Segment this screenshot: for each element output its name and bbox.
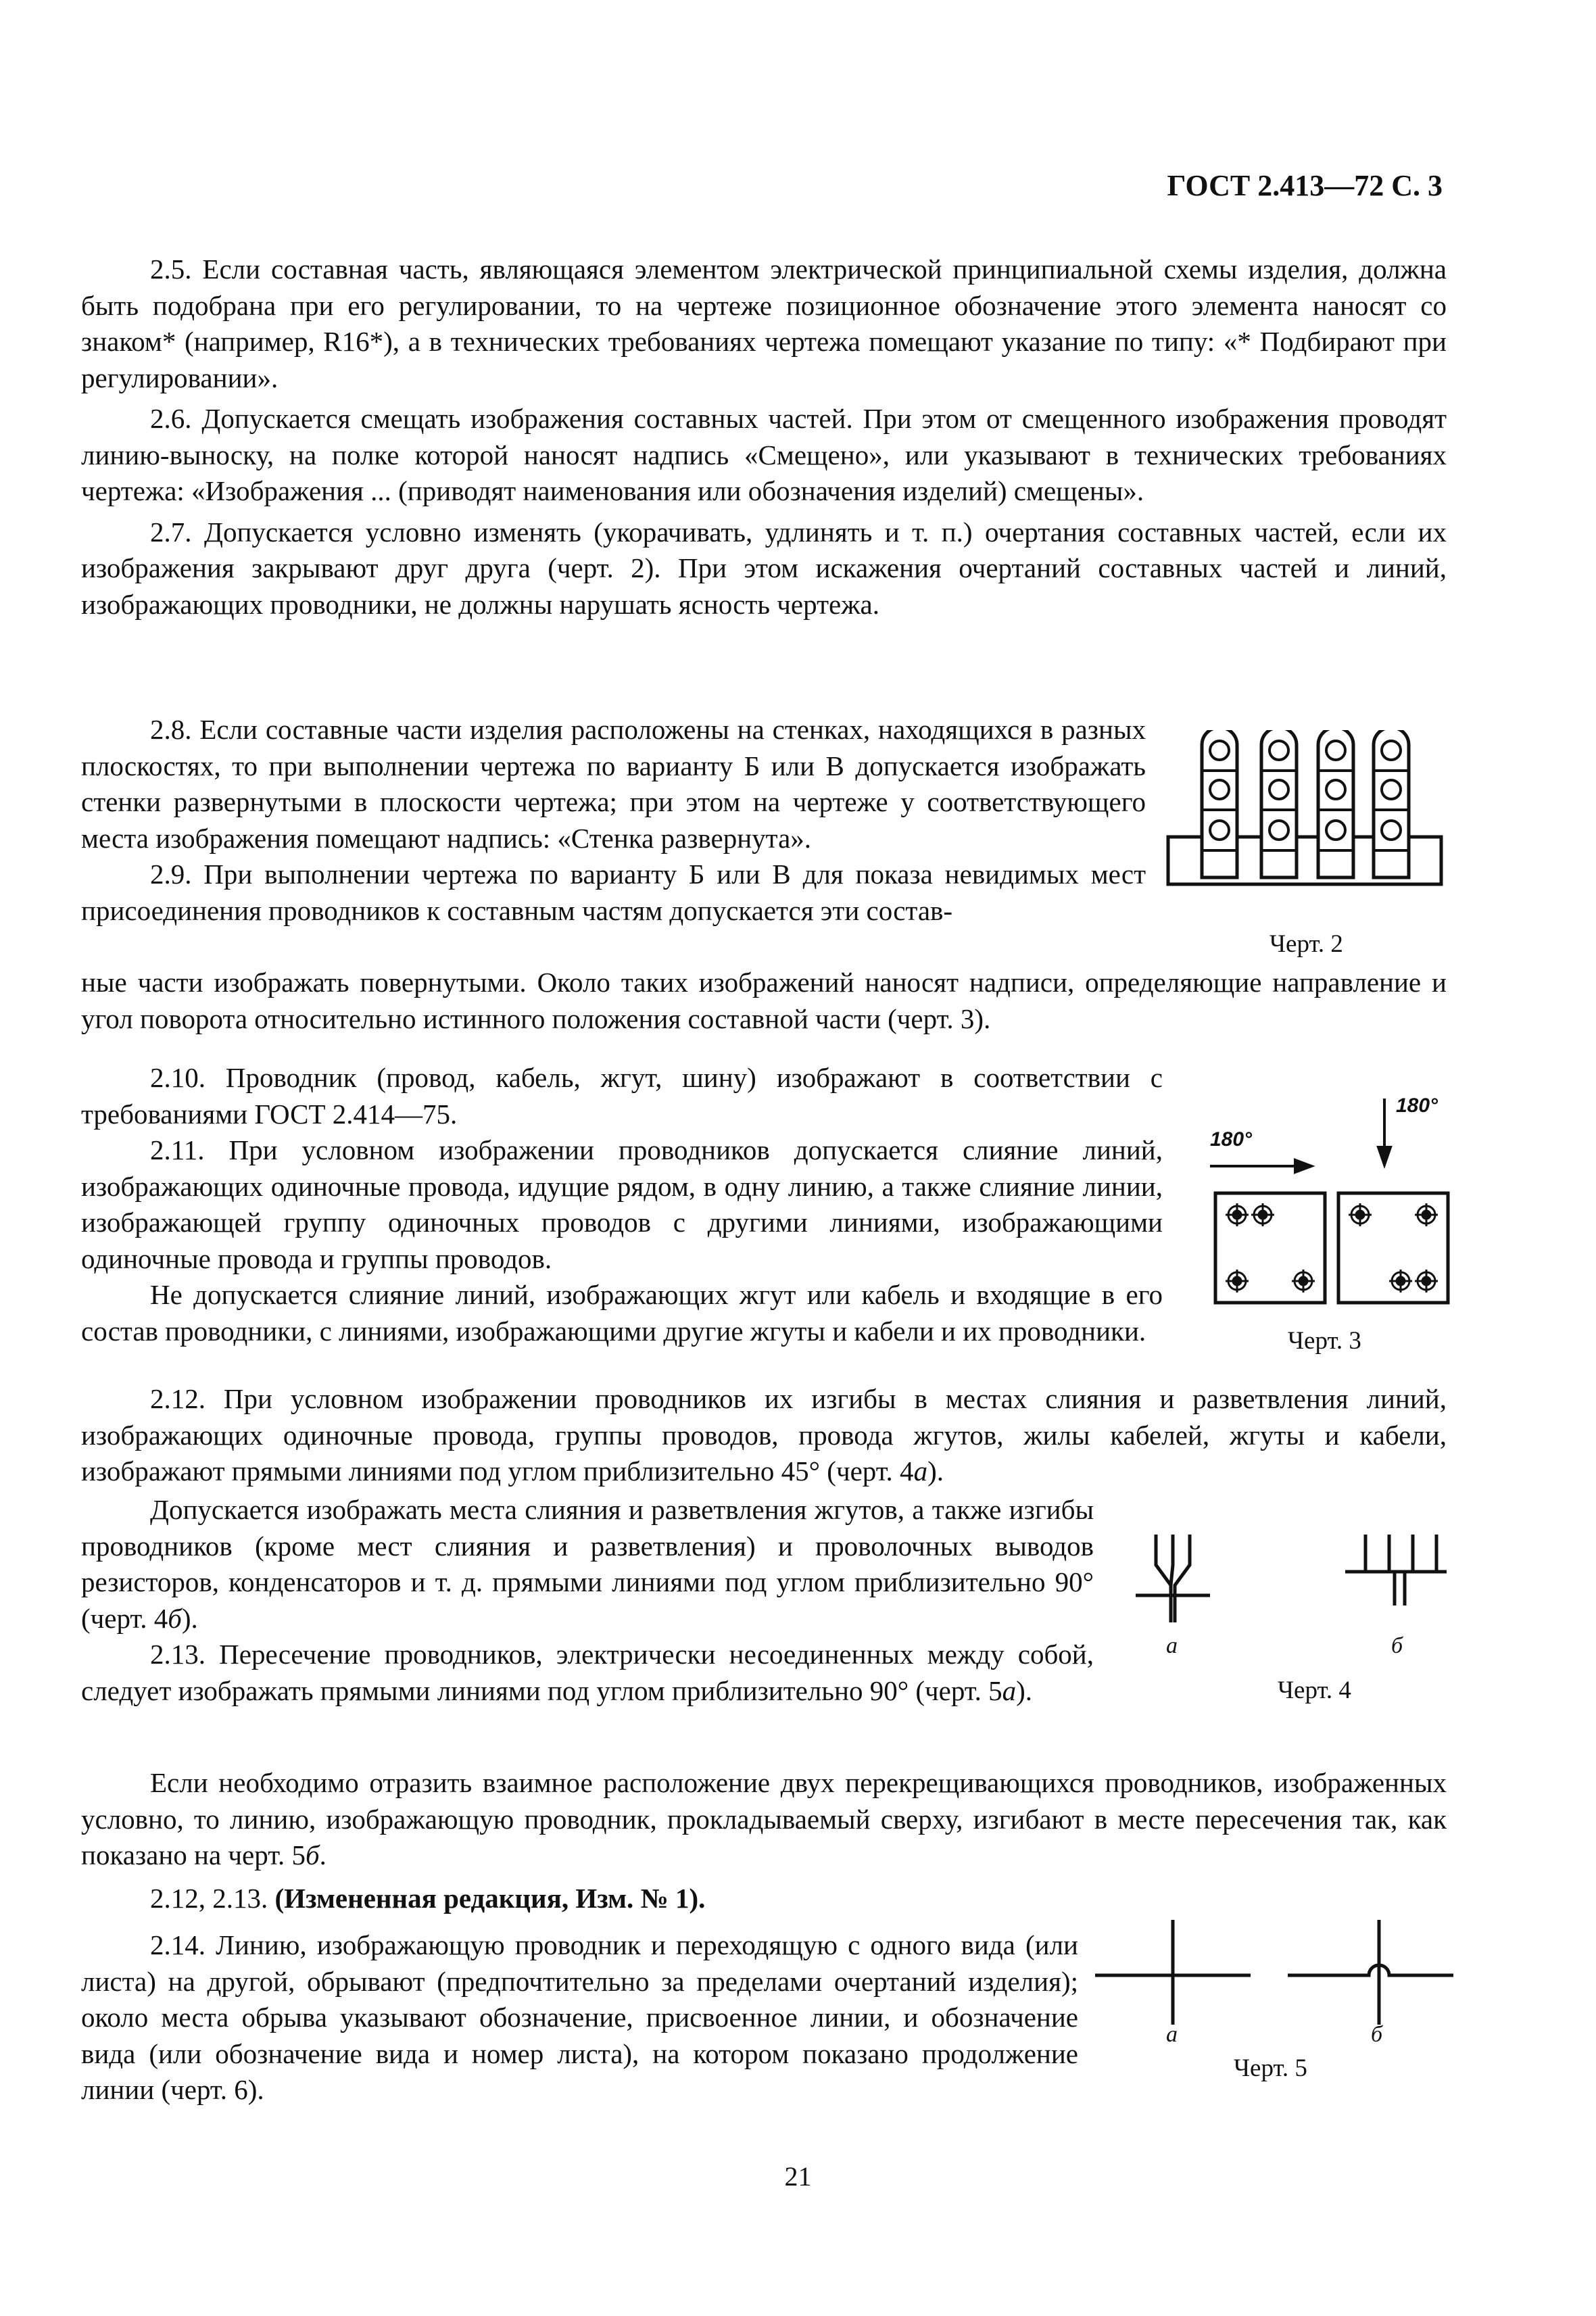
figure-3-label-left: 180° xyxy=(1210,1128,1253,1151)
paragraph-2-13-end: ). xyxy=(1016,1674,1033,1706)
document-header: ГОСТ 2.413—72 С. 3 xyxy=(1167,169,1443,202)
paragraph-2-12-b-end: ). xyxy=(181,1602,198,1634)
paragraph-2-13 xyxy=(81,1637,1094,1709)
figure-5-caption: Черт. 5 xyxy=(1234,2054,1307,2082)
figure-2-caption: Черт. 2 xyxy=(1269,930,1343,958)
section-2-12 xyxy=(81,1381,1447,1490)
paragraph-2-12-b xyxy=(81,1492,1094,1637)
figure-3-caption: Черт. 3 xyxy=(1288,1327,1361,1355)
figure-4-drawing xyxy=(1122,1528,1460,1636)
paragraph-2-6: 2.6. Допускается смещать изображения составных частей. При этом от смещенного изображения проводят линию-выноску, на полке которой наносят надпись «Смещено», или указывают в технических требованиях чертежа: «Изображения ... (приводят наименования или обозначения изделий) смещены». xyxy=(81,403,1447,506)
paragraph-2-13-b xyxy=(81,1765,1447,1874)
figure-5-label-b: б xyxy=(1371,2022,1383,2047)
paragraph-2-9-continued: ные части изображать повернутыми. Около таких изображений наносят надписи, определяющие направление и угол поворота относительно истинного положения составной части (черт. 3). xyxy=(81,967,1447,1034)
paragraph-2-11: 2.11. При условном изображении проводников допускается слияние линий, изображающих одиночные провода, идущие рядом, в одну линию, а также слияние линии, изображающей группу одиночных проводов с другими линиями, изображающими одиночные провода и группы проводов. xyxy=(81,1134,1163,1274)
figure-5-drawing xyxy=(1095,1913,1460,2035)
section-2-8-2-9 xyxy=(81,712,1146,929)
paragraph-2-12-text: 2.12. При условном изображении проводников их изгибы в местах слияния и разветвления линий, изображающих одиночные провода, группы проводов, провода жгутов, жилы кабелей, жгуты и кабели, изображают прямыми линиями под углом приблизительно 45° (черт. 4 xyxy=(81,1383,1447,1487)
section-2-12b-2-13 xyxy=(81,1492,1094,1709)
paragraph-2-12-b-ref: б xyxy=(168,1602,182,1634)
paragraph-2-8: 2.8. Если составные части изделия расположены на стенках, находящихся в разных плоскостях, то при выполнении чертежа по варианту Б или В допускается изображать стенки развернутыми в плоскости чертежа; при этом на чертеже у соответствующего места изображения помещают надпись: «Стенка развернута». xyxy=(81,714,1146,854)
figure-3-label-right: 180° xyxy=(1396,1094,1438,1117)
figure-4-label-b: б xyxy=(1391,1633,1403,1658)
paragraph-2-5: 2.5. Если составная часть, являющаяся элементом электрической принципиальной схемы изделия, должна быть подобрана при его регулировании, то на чертеже позиционное обозначение этого элемента наносят со знаком* (например, R16*), а в технических требованиях чертежа помещают указание по типу: «* Подбирают при регулировании». xyxy=(81,254,1447,393)
section-2-9-cont xyxy=(81,965,1447,1037)
figure-3-drawing xyxy=(1203,1085,1460,1322)
paragraph-2-13-b-text: Если необходимо отразить взаимное расположение двух перекрещивающихся проводников, изображенных условно, то линию, изображающую проводник, прокладываемый сверху, изгибают в месте пересечения так, как показано на черт. 5 xyxy=(81,1767,1447,1871)
figure-4-caption: Черт. 4 xyxy=(1278,1676,1351,1704)
figure-5-label-a: а xyxy=(1166,2022,1178,2047)
paragraph-2-12-ref: а xyxy=(913,1455,928,1487)
paragraph-2-12-end: ). xyxy=(927,1455,944,1487)
paragraph-2-12-b-text: Допускается изображать места слияния и разветвления жгутов, а также изгибы проводников (кроме мест слияния и разветвления) и проволочных выводов резисторов, конденсаторов и т. д. прямыми линиями под углом приблизительно 90° (черт. 4 xyxy=(81,1494,1094,1634)
paragraph-2-12 xyxy=(81,1381,1447,1490)
paragraph-2-11-b: Не допускается слияние линий, изображающих жгут или кабель и входящие в его состав проводники, с линиями, изображающими другие жгуты и кабели и их проводники. xyxy=(81,1279,1163,1347)
paragraph-2-13-text: 2.13. Пересечение проводников, электрически несоединенных между собой, следует изображать прямыми линиями под углом приблизительно 90° (черт. 5 xyxy=(81,1639,1094,1706)
section-2-13b xyxy=(81,1765,1447,1916)
paragraph-2-13-ref: а xyxy=(1002,1674,1017,1706)
section-2-14 xyxy=(81,1927,1078,2108)
paragraph-2-14: 2.14. Линию, изображающую проводник и переходящую с одного вида (или листа) на другой, обрывают (предпочтительно за пределами очертаний изделия); около места обрыва указывают обозначение, присвоенное линии, и обозначение вида (или обозначение вида и номер листа), на котором показано продолжение линии (черт. 6). xyxy=(81,1929,1078,2105)
section-2-5-to-2-7 xyxy=(81,251,1447,623)
figure-4-label-a: а xyxy=(1166,1633,1178,1658)
paragraph-2-13-b-ref: б xyxy=(306,1839,320,1871)
paragraph-2-7: 2.7. Допускается условно изменять (укорачивать, удлинять и т. п.) очертания составных частей, если их изображения закрывают друг друга (черт. 2). При этом искажения очертаний составных частей и линий, изображающих проводники, не должны нарушать ясность чертежа. xyxy=(81,516,1447,620)
paragraph-2-13-b-end: . xyxy=(319,1839,327,1871)
page-number: 21 xyxy=(784,2161,812,2192)
paragraph-amendment xyxy=(81,1881,1447,1917)
figure-2-drawing xyxy=(1163,730,1447,896)
paragraph-2-10: 2.10. Проводник (провод, кабель, жгут, шину) изображают в соответствии с требованиями ГОСТ 2.414—75. xyxy=(81,1062,1163,1130)
section-2-10-2-11 xyxy=(81,1060,1163,1349)
paragraph-2-9: 2.9. При выполнении чертежа по варианту Б или В для показа невидимых мест присоединения проводников к составным частям допускается эти состав- xyxy=(81,859,1146,926)
amendment-numbers: 2.12, 2.13. xyxy=(150,1882,275,1914)
amendment-note: (Измененная редакция, Изм. № 1). xyxy=(274,1882,706,1914)
